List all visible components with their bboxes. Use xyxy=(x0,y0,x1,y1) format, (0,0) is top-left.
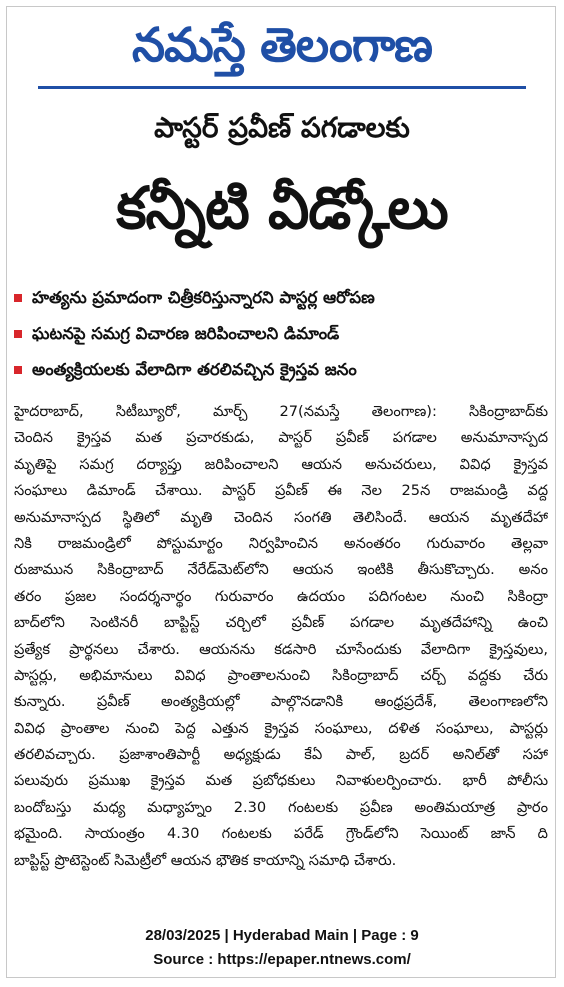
body-line: ప్రత్యేక ప్రార్థనలు చేశారు. ఆయనను కడసారి చూసేందుకు వేలాదిగా క్రైస్తవులు, xyxy=(14,640,548,658)
bullet-square-icon xyxy=(14,294,22,302)
summary-bullet xyxy=(12,280,552,316)
body-line: హైదరాబాద్, సిటీబ్యూరో, మార్చ్ 27(నమస్తే తెలంగాణ): సికింద్రాబాద్‌కు xyxy=(14,403,548,420)
summary-bullet-text: ఘటనపై సమగ్ర విచారణ జరిపించాలని డిమాండ్ xyxy=(32,324,340,343)
page-footer xyxy=(0,924,564,972)
body-line: అనుమానాస్పద స్థితిలో మృతి చెందిన సంగతి తెలిసిందే. ఆయన మృతదేహా xyxy=(14,508,548,526)
article-kicker: పాస్టర్ ప్రవీణ్ పగడాలకు xyxy=(154,111,410,144)
summary-bullet-text: అంత్యక్రియలకు వేలాదిగా తరలివచ్చిన క్రైస్తవ జనం xyxy=(32,360,357,379)
body-line: కున్నారు. ప్రవీణ్ అంత్యక్రియల్లో పాల్గొనడానికి ఆంధ్రప్రదేశ్, తెలంగాణలోని xyxy=(14,693,548,711)
body-line: తరం ప్రజల సందర్శనార్థం గురువారం ఉదయం పదిగంటల నుంచి సికింద్రా xyxy=(14,587,548,605)
body-line: రుజామున సికింద్రాబాద్ నేరేడ్‌మెట్‌లోని ఆయన ఇంటికి తీసుకొచ్చారు. అనం xyxy=(14,561,548,579)
body-line: మృతిపై సమగ్ర దర్యాప్తు జరిపించాలని ఆయన అనుచరులు, వివిధ క్రైస్తవ xyxy=(14,455,548,473)
body-line: తరలివచ్చారు. ప్రజాశాంతిపార్టీ అధ్యక్షుడు కేఏ పాల్, బ్రదర్ అనిల్‌తో సహా xyxy=(14,746,548,764)
body-line: చెందిన క్రైస్తవ మత ప్రచారకుడు, పాస్టర్ ప్రవీణ్ పగడాల అనుమానాస్పద xyxy=(14,429,548,447)
article-body xyxy=(14,399,548,874)
body-line: బాద్‌లోని సెంటినరీ బాప్టిస్ట్ చర్చిలో ప్రవీణ్ పగడాల మృతదేహాన్ని ఉంచి xyxy=(14,614,548,632)
body-line: భమైంది. సాయంత్రం 4.30 గంటలకు పరేడ్ గ్రౌండ్‌లోని సెయింట్ జాన్ ది xyxy=(14,825,548,843)
summary-bullets xyxy=(12,280,552,388)
summary-bullet xyxy=(12,316,552,352)
body-line: బందోబస్తు మధ్య మధ్యాహ్నం 2.30 గంటలకు ప్రవీణ అంతిమయాత్ర ప్రారం xyxy=(14,798,548,816)
body-line: వివిధ ప్రాంతాల నుంచి పెద్ద ఎత్తున క్రైస్తవ సంఘాలు, దళిత సంఘాలు, పాస్టర్లు xyxy=(14,719,548,737)
body-line: బాప్టిస్ట్ ప్రొటెస్టెంట్ సిమెట్రీలో ఆయన భౌతిక కాయాన్ని సమాధి చేశారు. xyxy=(14,851,397,869)
footer-date-edition: 28/03/2025 | Hyderabad Main | Page : 9 xyxy=(145,927,419,944)
masthead-rule xyxy=(38,86,526,89)
article-headline: కన్నీటి వీడ్కోలు xyxy=(116,174,448,242)
summary-bullet-text: హత్యను ప్రమాదంగా చిత్రీకరిస్తున్నారని పాస్టర్ల ఆరోపణ xyxy=(32,288,375,307)
body-line: పాస్టర్లు, అభిమానులు వివిధ ప్రాంతాలనుంచి సికింద్రాబాద్ చర్చ్ వద్దకు చేరు xyxy=(14,666,548,684)
bullet-square-icon xyxy=(14,330,22,338)
body-line: పలువురు ప్రముఖ క్రైస్తవ మత ప్రబోధకులు నివాళులర్పించారు. భారీ పోలీసు xyxy=(14,772,548,790)
summary-bullet xyxy=(12,352,552,388)
body-line: నికి రాజమండ్రిలో పోస్టుమార్టం నిర్వహించిన అనంతరం గురువారం తెల్లవా xyxy=(14,534,548,552)
footer-source: Source : https://epaper.ntnews.com/ xyxy=(153,951,411,968)
bullet-square-icon xyxy=(14,366,22,374)
body-line: సంఘాలు డిమాండ్ చేశాయి. పాస్టర్ ప్రవీణ్ ఈ నెల 25న రాజమండ్రి వద్ద xyxy=(14,482,548,500)
newspaper-masthead: నమస్తే తెలంగాణ xyxy=(132,18,432,73)
